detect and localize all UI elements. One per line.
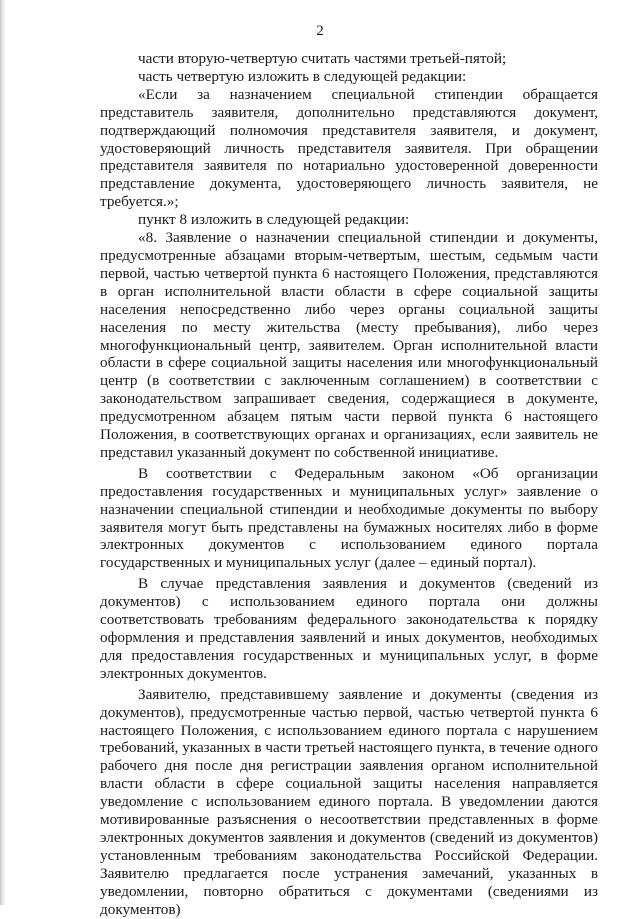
paragraph: часть четвертую изложить в следующей редакции: [138,67,467,85]
paragraph: Заявителю, представившему заявление и документы (сведения из документов), предусмотренные частью первой, частью четвертой пункта 6 настоящего Положения, с использованием единого портала с нарушением требований, указанных в части третьей настоящего пункта, в течение одного рабочего дня после дня регистрации заявления органом исполнительной власти области в сфере социальной защиты населения направляется уведомление с использованием единого портала. В уведомлении даются мотивированные разъяснения о несоответствии представленных в форме электронных документов заявления и документов (сведений из документов) установленным требованиям законодательства Российской Федерации. Заявителю предлагается после устранения замечаний, указанных в уведомлении, повторно обратиться с документами (сведениями из документов) [100,685,598,918]
paragraph: «8. Заявление о назначении специальной стипендии и документы, предусмотренные абзацами вторым-четвертым, шестым, седьмым части первой, частью четвертой пункта 6 настоящего Положения, представляются в орган исполнительной власти области в сфере социальной защиты населения непосредственно либо через органы социальной защиты населения по месту жительства (месту пребывания), либо через многофункциональный центр, заявителем. Орган исполнительной власти области в сфере социальной защиты населения или многофункциональный центр (в соответствии с заключенным соглашением) в соответствии с законодательством запрашивает сведения, содержащиеся в документе, предусмотренном абзацем пятым части первой пункта 6 настоящего Положения, в соответствующих органах и организациях, если заявитель не представил указанный документ по собственной инициативе. [100,229,598,461]
page-number: 2 [316,23,324,39]
paragraph: В случае представления заявления и документов (сведений из документов) с использованием единого портала они должны соответствовать требованиям федерального законодательства к порядку оформления и представления заявлений и иных документов, необходимых для предоставления государственных и муниципальных услуг, в форме электронных документов. [100,575,598,682]
paragraph: пункт 8 изложить в следующей редакции: [138,211,410,229]
paragraph: В соответствии с Федеральным законом «Об организации предоставления государственных и муниципальных услуг» заявление о назначении специальной стипендии и необходимые документы по выбору заявителя могут быть представлены на бумажных носителях либо в форме электронных документов с использованием единого портала государственных и муниципальных услуг (далее – единый портал). [100,464,598,572]
paragraph: «Если за назначением специальной стипендии обращается представитель заявителя, дополнительно представляются документ, подтверждающий полномочия представителя заявителя, и документ, удостоверяющий личность представителя заявителя. При обращении представителя заявителя по нотариально удостоверенной доверенности представление документа, удостоверяющего личность заявителя, не требуется.»; [100,85,598,211]
document-body [100,50,598,919]
scan-edge [0,0,6,905]
paragraph: части вторую-четвертую считать частями третьей-пятой; [138,50,507,67]
